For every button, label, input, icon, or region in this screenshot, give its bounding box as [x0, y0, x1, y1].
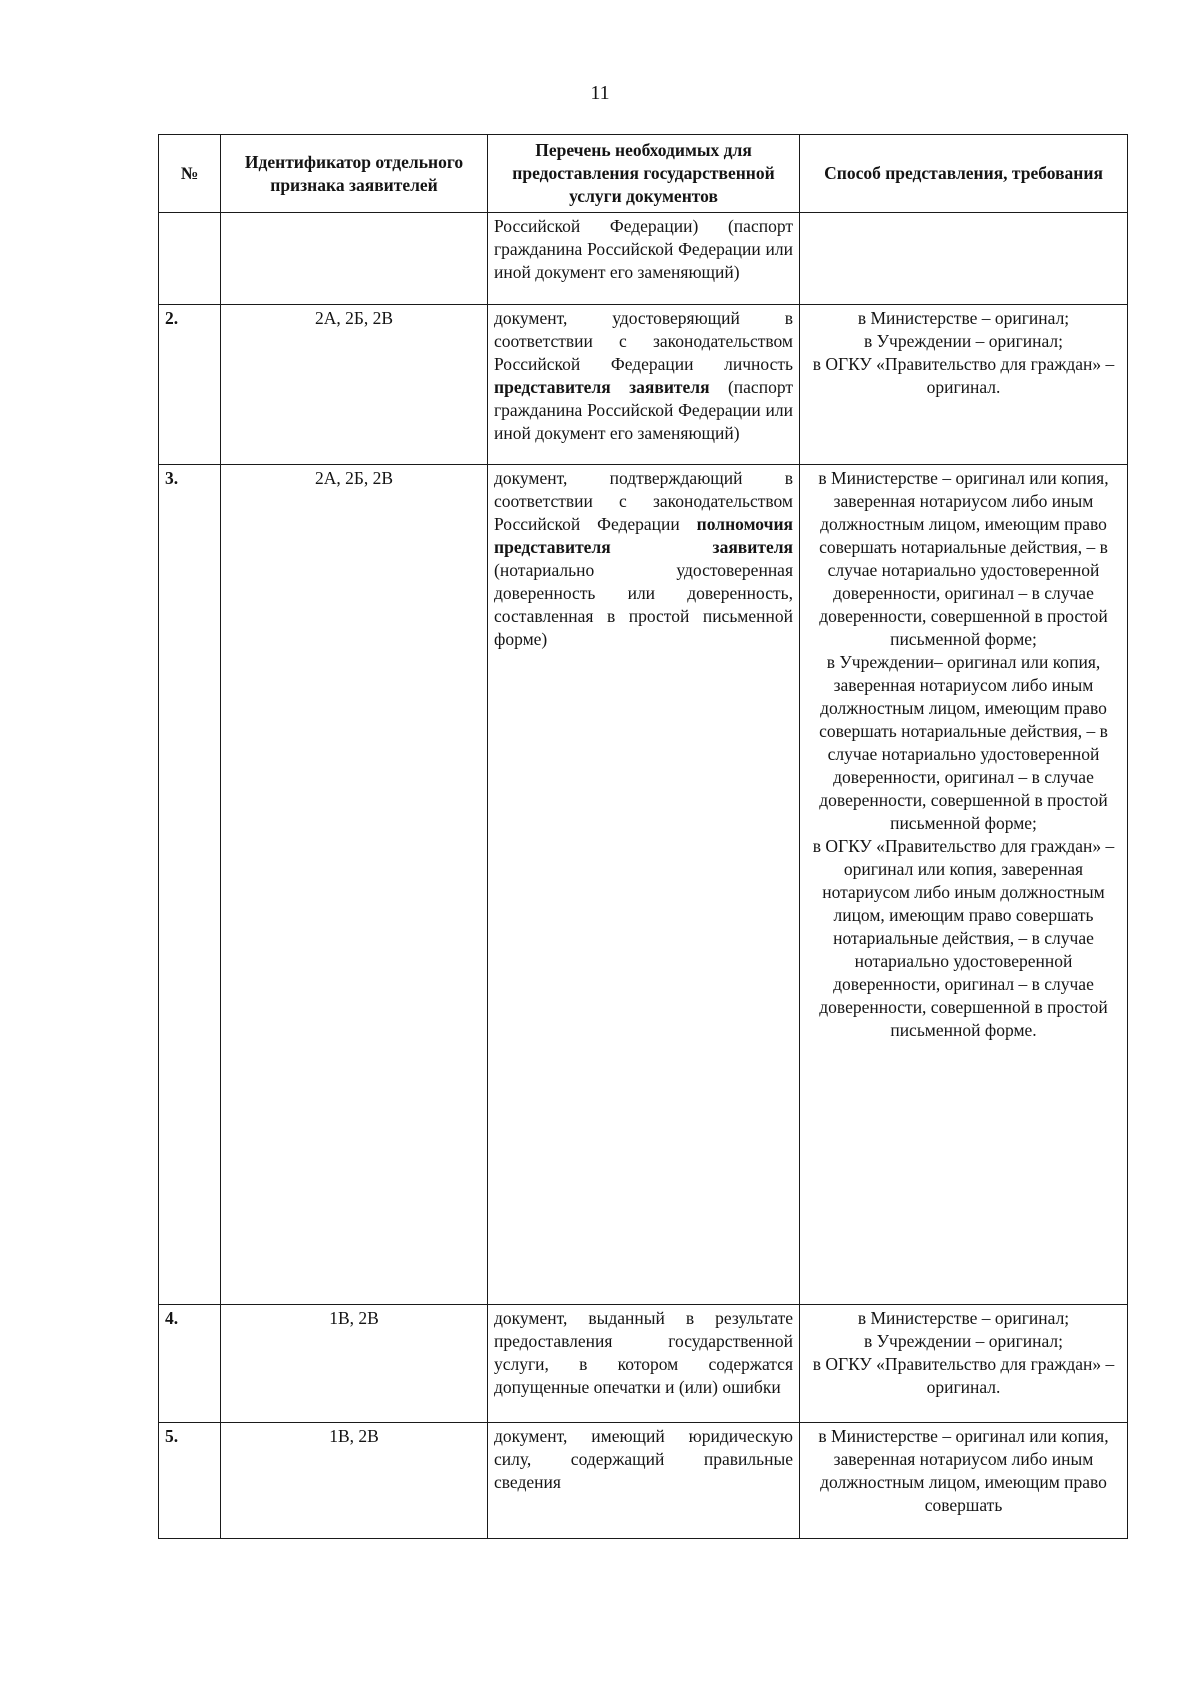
row-number: 4. — [159, 1305, 221, 1423]
row-method: в Министерстве – оригинал; в Учреждении – оригинал; в ОГКУ «Правительство для граждан» – оригинал. — [800, 1305, 1128, 1423]
row-identifiers: 1В, 2В — [221, 1305, 488, 1423]
row-method — [800, 213, 1128, 305]
doc-text: документ, подтверждающий в соответствии с законодательством Российской Федерации — [494, 468, 793, 534]
row-method: в Министерстве – оригинал или копия, заверенная нотариусом либо иным должностным лицом, имеющим право совершать — [800, 1423, 1128, 1539]
header-identifier: Идентификатор отдельного признака заявителей — [221, 135, 488, 213]
row-documents: документ, имеющий юридическую силу, содержащий правильные сведения — [488, 1423, 800, 1539]
row-number: 3. — [159, 465, 221, 1305]
doc-text: (нотариально удостоверенная доверенность или доверенность, составленная в простой письменной форме) — [494, 560, 793, 649]
table-row — [159, 1423, 1128, 1539]
table-row-continuation — [159, 213, 1128, 305]
row-method: в Министерстве – оригинал или копия, заверенная нотариусом либо иным должностным лицом, имеющим право совершать нотариальные действия, – в случае нотариально удостоверенной доверенности, оригинал – в случае доверенности, совершенной в простой письменной форме; в Учреждении– оригинал или копия, заверенная нотариусом либо иным должностным лицом, имеющим право совершать нотариальные действия, – в случае нотариально удостоверенной доверенности, оригинал – в случае доверенности, совершенной в простой письменной форме; в ОГКУ «Правительство для граждан» – оригинал или копия, заверенная нотариусом либо иным должностным лицом, имеющим право совершать нотариальные действия, – в случае нотариально удостоверенной доверенности, оригинал – в случае доверенности, совершенной в простой письменной форме. — [800, 465, 1128, 1305]
header-documents: Перечень необходимых для предоставления государственной услуги документов — [488, 135, 800, 213]
doc-text: (паспорт гражданина Российской Федерации или иной документ его заменяющий) — [494, 377, 793, 443]
row-documents: документ, выданный в результате предоставления государственной услуги, в котором содержатся допущенные опечатки и (или) ошибки — [488, 1305, 800, 1423]
table-row — [159, 465, 1128, 1305]
row-number — [159, 213, 221, 305]
doc-text: документ, удостоверяющий в соответствии с законодательством Российской Федерации личность — [494, 308, 793, 374]
row-documents: Российской Федерации) (паспорт гражданина Российской Федерации или иной документ его заменяющий) — [488, 213, 800, 305]
doc-text-bold: представителя заявителя — [494, 377, 710, 397]
row-documents — [488, 305, 800, 465]
table-row — [159, 1305, 1128, 1423]
row-identifiers: 2А, 2Б, 2В — [221, 305, 488, 465]
row-number: 5. — [159, 1423, 221, 1539]
header-number: № — [159, 135, 221, 213]
table-row — [159, 305, 1128, 465]
row-method: в Министерстве – оригинал; в Учреждении – оригинал; в ОГКУ «Правительство для граждан» – оригинал. — [800, 305, 1128, 465]
header-method: Способ представления, требования — [800, 135, 1128, 213]
row-identifiers: 2А, 2Б, 2В — [221, 465, 488, 1305]
page-number: 11 — [590, 82, 610, 104]
row-documents — [488, 465, 800, 1305]
row-identifiers — [221, 213, 488, 305]
table-header-row — [159, 135, 1128, 213]
row-number: 2. — [159, 305, 221, 465]
row-identifiers: 1В, 2В — [221, 1423, 488, 1539]
documents-table — [158, 134, 1128, 1539]
doc-text-bold: полномочия представителя заявителя — [494, 514, 793, 557]
